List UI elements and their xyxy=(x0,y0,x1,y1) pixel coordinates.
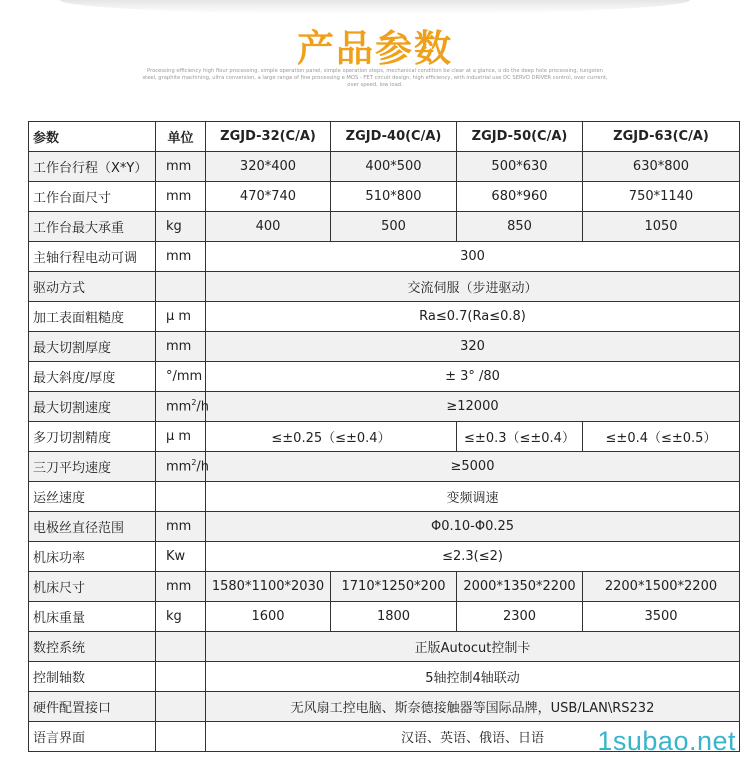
cell-value: 680*960 xyxy=(457,182,583,212)
cell-value: 3500 xyxy=(583,602,740,632)
table-row xyxy=(29,272,740,302)
cell-value: 1580*1100*2030 xyxy=(206,572,331,602)
cell-value: ≤±0.4（≤±0.5） xyxy=(583,422,740,452)
cell-value: Ra≤0.7(Ra≤0.8) xyxy=(206,302,740,332)
cell-value: ≥12000 xyxy=(206,392,740,422)
row-label: 工作台面尺寸 xyxy=(29,182,156,212)
cell-value: 300 xyxy=(206,242,740,272)
row-unit xyxy=(156,392,210,422)
cell-value: 320 xyxy=(206,332,740,362)
cell-value: 1710*1250*200 xyxy=(331,572,457,602)
row-unit xyxy=(156,692,206,722)
header-unit: 单位 xyxy=(156,122,206,152)
row-label: 主轴行程电动可调 xyxy=(29,242,156,272)
row-label: 驱动方式 xyxy=(29,272,156,302)
cell-value: 正版Autocut控制卡 xyxy=(206,632,740,662)
cell-value: 510*800 xyxy=(331,182,457,212)
row-label: 机床功率 xyxy=(29,542,156,572)
row-unit xyxy=(156,272,206,302)
row-unit: μ m xyxy=(156,422,206,452)
row-label: 多刀切割精度 xyxy=(29,422,156,452)
cell-value: ± 3° /80 xyxy=(206,362,740,392)
cell-value: 1050 xyxy=(583,212,740,242)
table-row xyxy=(29,362,740,392)
row-label: 硬件配置接口 xyxy=(29,692,156,722)
row-label: 控制轴数 xyxy=(29,662,156,692)
header-shadow xyxy=(60,0,690,14)
cell-value: 470*740 xyxy=(206,182,331,212)
header-model-40: ZGJD-40(C/A) xyxy=(331,122,457,152)
cell-value: 交流伺服（步进驱动） xyxy=(206,272,740,302)
cell-value: Φ0.10-Φ0.25 xyxy=(206,512,740,542)
table-row xyxy=(29,392,740,422)
header-model-32: ZGJD-32(C/A) xyxy=(206,122,331,152)
row-label: 工作台最大承重 xyxy=(29,212,156,242)
header-model-50: ZGJD-50(C/A) xyxy=(457,122,583,152)
spec-table xyxy=(28,121,740,752)
unit-tail: /h xyxy=(196,459,210,475)
table-row xyxy=(29,692,740,722)
unit-base: mm xyxy=(166,399,192,415)
row-unit: mm xyxy=(156,512,206,542)
row-unit: μ m xyxy=(156,302,206,332)
cell-value: 850 xyxy=(457,212,583,242)
row-label: 工作台行程（X*Y） xyxy=(29,152,156,182)
cell-value: ≤±0.3（≤±0.4） xyxy=(457,422,583,452)
row-unit: °/mm xyxy=(156,362,206,392)
page-subtitle: Processing efficiency high flour processing, simple operation panel, simple operation steps, mechanical condition be clear at a glance, o do the deep hole processing, tungsten steel, graphite machining, ultra conversion, a large range of fine processing e MOS - FET circuit design, high efficiency, with industrial use DC SERVO DRIVER control, over current, over speed, low load. xyxy=(142,68,608,88)
cell-value: 400*500 xyxy=(331,152,457,182)
row-label: 最大切割速度 xyxy=(29,392,156,422)
row-label: 最大斜度/厚度 xyxy=(29,362,156,392)
table-row xyxy=(29,422,740,452)
cell-value: 500 xyxy=(331,212,457,242)
cell-value: 1600 xyxy=(206,602,331,632)
table-row xyxy=(29,662,740,692)
cell-value: 1800 xyxy=(331,602,457,632)
row-label: 语言界面 xyxy=(29,722,156,752)
cell-value: ≤2.3(≤2) xyxy=(206,542,740,572)
cell-value: 400 xyxy=(206,212,331,242)
table-row xyxy=(29,332,740,362)
unit-base: mm xyxy=(166,459,192,475)
table-row xyxy=(29,542,740,572)
row-label: 机床尺寸 xyxy=(29,572,156,602)
row-unit xyxy=(156,452,210,482)
row-unit: mm xyxy=(156,572,206,602)
cell-value: 无风扇工控电脑、斯奈德接触器等国际品牌，USB/LAN\RS232 xyxy=(206,692,740,722)
row-unit xyxy=(156,482,206,512)
cell-value: 汉语、英语、俄语、日语 xyxy=(206,722,740,752)
cell-value: ≥5000 xyxy=(206,452,740,482)
table-row xyxy=(29,632,740,662)
table-row xyxy=(29,242,740,272)
row-unit: mm xyxy=(156,332,206,362)
cell-value: 750*1140 xyxy=(583,182,740,212)
row-label: 运丝速度 xyxy=(29,482,156,512)
table-row xyxy=(29,182,740,212)
table-row xyxy=(29,512,740,542)
row-unit xyxy=(156,632,206,662)
table-row xyxy=(29,482,740,512)
row-label: 最大切割厚度 xyxy=(29,332,156,362)
header-param: 参数 xyxy=(29,122,156,152)
table-row xyxy=(29,152,740,182)
cell-value: 2200*1500*2200 xyxy=(583,572,740,602)
header-model-63: ZGJD-63(C/A) xyxy=(583,122,740,152)
unit-superscript: 2 xyxy=(191,458,197,468)
row-unit: mm xyxy=(156,152,206,182)
row-label: 机床重量 xyxy=(29,602,156,632)
row-unit: Kw xyxy=(156,542,206,572)
cell-value: ≤±0.25（≤±0.4） xyxy=(206,422,457,452)
row-unit xyxy=(156,722,206,752)
row-label: 电极丝直径范围 xyxy=(29,512,156,542)
cell-value: 变频调速 xyxy=(206,482,740,512)
cell-value: 320*400 xyxy=(206,152,331,182)
watermark: 1subao.net xyxy=(597,726,736,756)
row-unit: mm xyxy=(156,182,206,212)
row-unit xyxy=(156,662,206,692)
row-unit: mm xyxy=(156,242,206,272)
table-row xyxy=(29,572,740,602)
row-label: 三刀平均速度 xyxy=(29,452,156,482)
cell-value: 500*630 xyxy=(457,152,583,182)
row-unit: kg xyxy=(156,212,206,242)
row-unit: kg xyxy=(156,602,206,632)
table-header-row xyxy=(29,122,740,152)
cell-value: 2000*1350*2200 xyxy=(457,572,583,602)
cell-value: 630*800 xyxy=(583,152,740,182)
row-label: 加工表面粗糙度 xyxy=(29,302,156,332)
unit-superscript: 2 xyxy=(191,398,197,408)
cell-value: 5轴控制4轴联动 xyxy=(206,662,740,692)
table-row xyxy=(29,452,740,482)
table-row xyxy=(29,302,740,332)
table-row xyxy=(29,212,740,242)
page-title: 产品参数 xyxy=(297,27,453,70)
unit-tail: /h xyxy=(196,399,210,415)
row-label: 数控系统 xyxy=(29,632,156,662)
table-row xyxy=(29,602,740,632)
cell-value: 2300 xyxy=(457,602,583,632)
